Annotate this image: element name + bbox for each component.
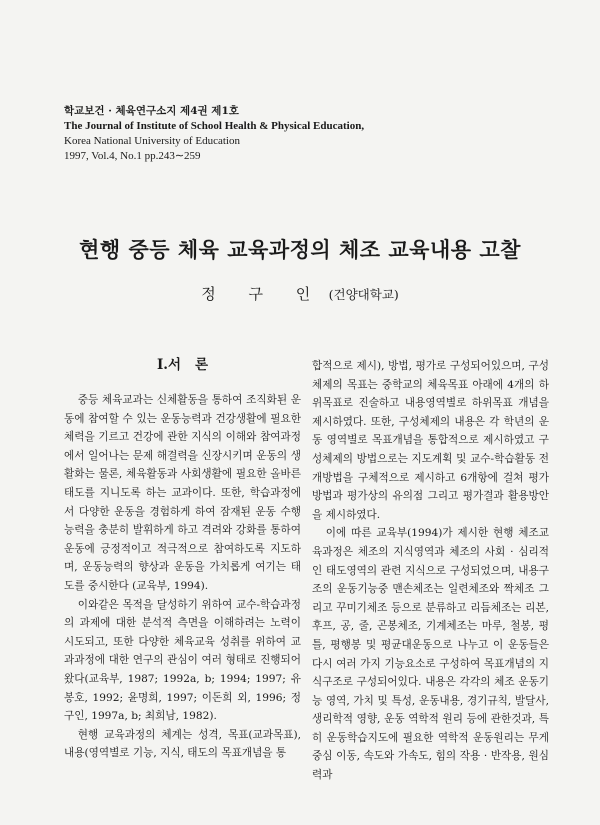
paragraph: 현행 교육과정의 체계는 성격, 목표(교과목표), 내용(영역별로 기능, 지식, 태도의 목표개념을 통	[64, 728, 301, 760]
paragraph: 이에 따른 교육부(1994)가 제시한 현행 체조교육과정은 체조의 지식영역과 체조의 사회 · 심리적인 태도영역의 관련 지식으로 구성되었으며, 내용구조의 운동기능중 맨손체조는 일련체조와 짝체조 그리고 꾸미기체조 등으로 분류하고 리듬체조는 리본, 후프, 공, 줄, 곤봉체조, 기계체조는 마루, 철봉, 평틀, 평행봉 및 평균대운동으로 나누고 이 운동들은 다시 여러 가지 기능요소로 구성하여 목표개념의 지식구조로 구성되어있다. 내용은 각각의 체조 운동기능 영역, 가치 및 특성, 운동내용, 경기규칙, 발달사, 생리학적 영향, 운동 역학적 원리 등에 관한것과, 특히 운동학습지도에 필요한 역학적 운동원리는 무게중심 이동, 속도와 가속도, 힘의 작용 · 반작용, 원심력과	[312, 527, 549, 782]
section-heading-part1: 서	[167, 357, 195, 373]
journal-title-english: The Journal of Institute of School Health & Physical Education,	[64, 120, 365, 132]
right-column	[312, 357, 549, 785]
author-name: 정 구 인	[201, 285, 325, 303]
paragraph: 합적으로 제시), 방법, 평가로 구성되어있으며, 구성체제의 목표는 중학교의 체육목표 아래에 4개의 하위목표로 진술하고 내용영역별로 하위목표 개념을 제시하였다. 또한, 구성체제의 내용은 각 학년의 운동 영역별로 목표개념을 통합적으로 제시하였고 구성체제의 방법으로는 지도계획 및 교수-학습활동 전개방법을 구체적으로 제시하고 6개항에 걸쳐 평가방법과 평가상의 유의점 그리고 평가결과 활용방안을 제시하였다.	[312, 360, 549, 521]
left-column	[64, 356, 301, 763]
journal-header	[64, 104, 364, 164]
author-line	[0, 283, 600, 304]
section-number: Ⅰ.	[156, 357, 168, 373]
paragraph: 중등 체육교과는 신체활동을 통하여 조직화된 운동에 참여할 수 있는 운동능력과 건강생활에 필요한 체력을 기르고 건강에 관한 지식의 이해와 참여과정에서 일어나는 문제 해결력을 신장시키며 운동의 생활화는 물론, 체육활동과 사회생활에 필요한 올바른 태도를 지니도록 하는 교과이다. 또한, 학습과정에서 다양한 운동을 경험하게 하여 잠재된 운동 수행능력을 충분히 발휘하게 하고 격려와 강화를 통하여 운동에 긍정적이고 적극적으로 참여하도록 지도하며, 운동능력의 향상과 운동을 가치롭게 여기는 태도를 중시한다 (교육부, 1994).	[64, 394, 301, 592]
university-name: Korea National University of Education	[64, 135, 240, 147]
section-heading	[64, 356, 301, 375]
paragraph: 이와같은 목적을 달성하기 위하여 교수-학습과정의 과제에 대한 분석적 측면을 이해하려는 노력이 시도되고, 또한 다양한 체육교육 성취를 위하여 교과과정에 대한 연구의 관심이 여러 형태로 진행되어왔다(교육부, 1987; 1992a, b; 1994; 1997; 유봉호, 1992; 윤명희, 1997; 이돈희 외, 1996; 정구인, 1997a, b; 최희남, 1982).	[64, 598, 301, 723]
citation: 1997, Vol.4, No.1 pp.243∼259	[64, 150, 201, 162]
author-affiliation: (건양대학교)	[328, 287, 399, 302]
paper-title: 현행 중등 체육 교육과정의 체조 교육내용 고찰	[79, 237, 521, 262]
section-heading-part2: 론	[195, 357, 209, 373]
journal-title-korean: 학교보건 · 체육연구소지 제4권 제1호	[64, 105, 239, 117]
